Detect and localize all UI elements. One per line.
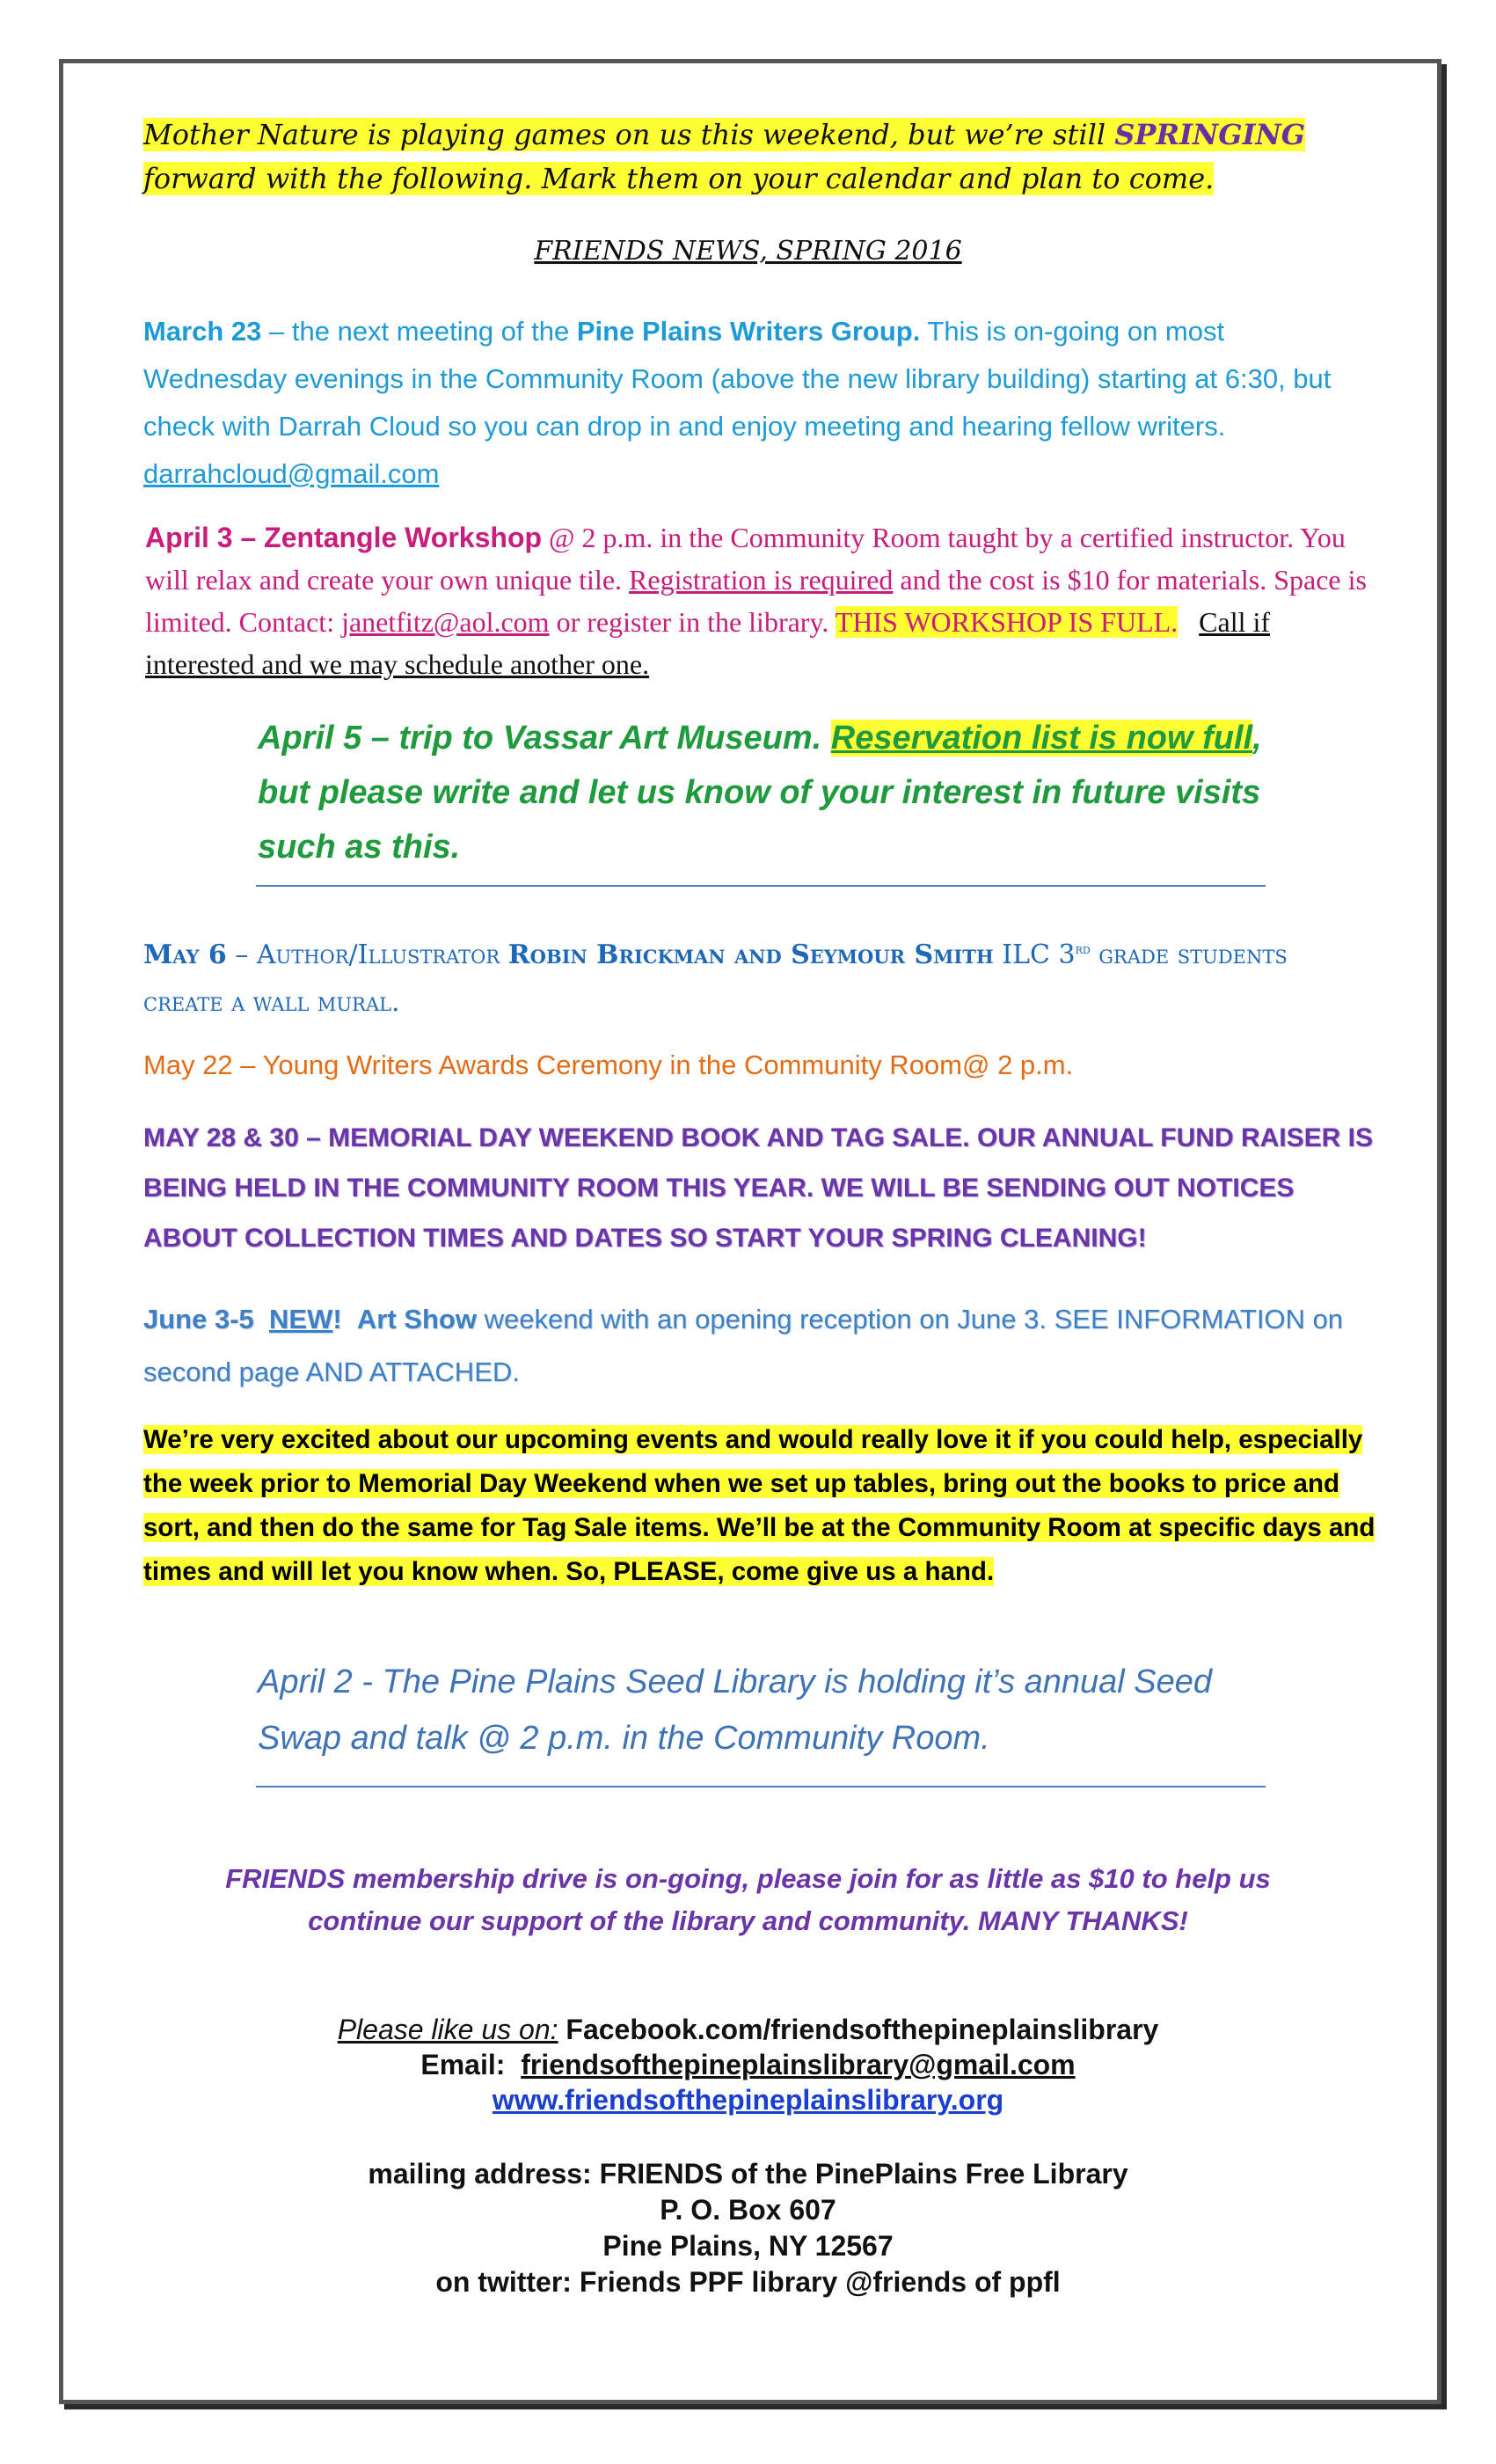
event-april-2-seed-swap: April 2 - The Pine Plains Seed Library is holding it’s annual Seed Swap and talk @ 2 p.m. in the Community Room. — [258, 1663, 1213, 1757]
march-email-link[interactable]: darrahcloud@gmail.com — [143, 458, 440, 489]
march-date: March 23 — [143, 316, 262, 347]
intro-line2: forward with the following. Mark them on your calendar and plan to come. — [143, 162, 1215, 195]
march-text-2: This is on-going on most Wednesday evenings in the Community Room (above the new library building) starting at 6:30, but check with Darrah Cloud so you can drop in and enjoy meeting and hearing fellow writers. — [143, 316, 1332, 442]
event-april-3 — [145, 516, 1368, 685]
mailing-address — [0, 2156, 1496, 2300]
event-june-3 — [143, 1293, 1392, 1399]
membership-line2: continue our support of the library and community. MANY THANKS! — [308, 1905, 1188, 1936]
like-label: Please like us on: — [337, 2014, 558, 2045]
april5-reservation: Reservation list is now full — [830, 720, 1253, 757]
website-link[interactable]: www.friendsofthepineplainslibrary.org — [492, 2084, 1004, 2116]
may6-text-2: ILC 3 — [993, 940, 1076, 970]
facebook-link[interactable]: Facebook.com/friendsofthepineplainslibrary — [566, 2014, 1159, 2045]
june-text-1: weekend with an opening reception on June 3. SEE INFORMATION on second page AND ATTACHED. — [143, 1304, 1344, 1387]
march-group: Pine Plains Writers Group. — [576, 316, 921, 347]
april5-divider — [256, 885, 1266, 887]
april3-call-note: Call if interested and we may schedule another one. — [145, 606, 1271, 680]
event-may-28: MAY 28 & 30 – MEMORIAL DAY WEEKEND BOOK AND TAG SALE. OUR ANNUAL FUND RAISER IS BEING HELD IN THE COMMUNITY ROOM THIS YEAR. WE WILL BE SENDING OUT NOTICES ABOUT COLLECTION TIMES AND DATES SO START YOUR SPRING CLEANING! — [143, 1123, 1373, 1253]
march-text-1: – the next meeting of the — [261, 316, 577, 347]
april3-heading: April 3 – Zentangle Workshop — [145, 522, 543, 553]
address-line1: mailing address: FRIENDS of the PinePlains Free Library — [368, 2158, 1128, 2190]
membership-line1: FRIENDS membership drive is on-going, please join for as little as $10 to help us — [225, 1863, 1271, 1894]
email-link[interactable]: friendsofthepineplainslibrary@gmail.com — [521, 2049, 1076, 2080]
volunteer-help-paragraph — [143, 1418, 1401, 1594]
april3-text-2: and the cost is $10 for materials. Space is limited. Contact: — [145, 564, 1367, 638]
event-april-5 — [258, 711, 1287, 874]
june-new: NEW — [269, 1304, 333, 1334]
intro-paragraph — [143, 113, 1366, 201]
april3-full-notice: THIS WORKSHOP IS FULL. — [835, 606, 1179, 638]
april3-registration: Registration is required — [629, 564, 894, 596]
june-bang: ! — [332, 1304, 342, 1334]
seed-divider — [256, 1786, 1266, 1788]
april3-text-1: @ 2 p.m. in the Community Room taught by a certified instructor. You will relax and create your own unique tile. — [145, 522, 1346, 596]
address-line2: P. O. Box 607 — [660, 2194, 836, 2226]
april3-text-3: or register in the library. — [549, 606, 836, 638]
intro-line1: Mother Nature is playing games on us this weekend, but we’re still — [143, 118, 1115, 151]
april5-text-2: , but please write and let us know of your interest in future visits such as this. — [258, 720, 1262, 866]
may6-text-3: grade students create a wall mural. — [143, 940, 1288, 1018]
event-may-6 — [143, 925, 1375, 1027]
may6-names: Robin Brickman and Seymour Smith — [507, 940, 994, 970]
email-label: Email: — [420, 2049, 506, 2080]
april3-email-link[interactable]: janetfitz@aol.com — [341, 606, 550, 638]
may6-text-1: – Author/Illustrator — [226, 940, 508, 970]
june-date: June 3-5 — [143, 1304, 254, 1334]
june-art-show: Art Show — [356, 1304, 477, 1334]
april5-text-1: April 5 – trip to Vassar Art Museum. — [258, 720, 831, 757]
help-text: We’re very excited about our upcoming events and would really love it if you could help, especially the week prior to Memorial Day Weekend when we set up tables, bring out the books to price and sort, and then do the same for Tag Sale items. We’ll be at the Community Room at specific days and times and will let you know when. So, PLEASE, come give us a hand. — [143, 1425, 1376, 1586]
address-line3: Pine Plains, NY 12567 — [602, 2230, 894, 2262]
newsletter-title: FRIENDS NEWS, SPRING 2016 — [534, 236, 962, 267]
may6-date: May 6 — [143, 940, 227, 970]
contact-block — [0, 2012, 1496, 2117]
event-march-23 — [143, 308, 1375, 498]
membership-drive — [0, 1858, 1496, 1942]
may6-sup: rd — [1075, 940, 1091, 957]
event-may-22: May 22 – Young Writers Awards Ceremony in the Community Room@ 2 p.m. — [143, 1049, 1074, 1080]
twitter-line: on twitter: Friends PPF library @friends of ppfl — [435, 2266, 1061, 2298]
intro-springing: SPRINGING — [1114, 118, 1306, 151]
